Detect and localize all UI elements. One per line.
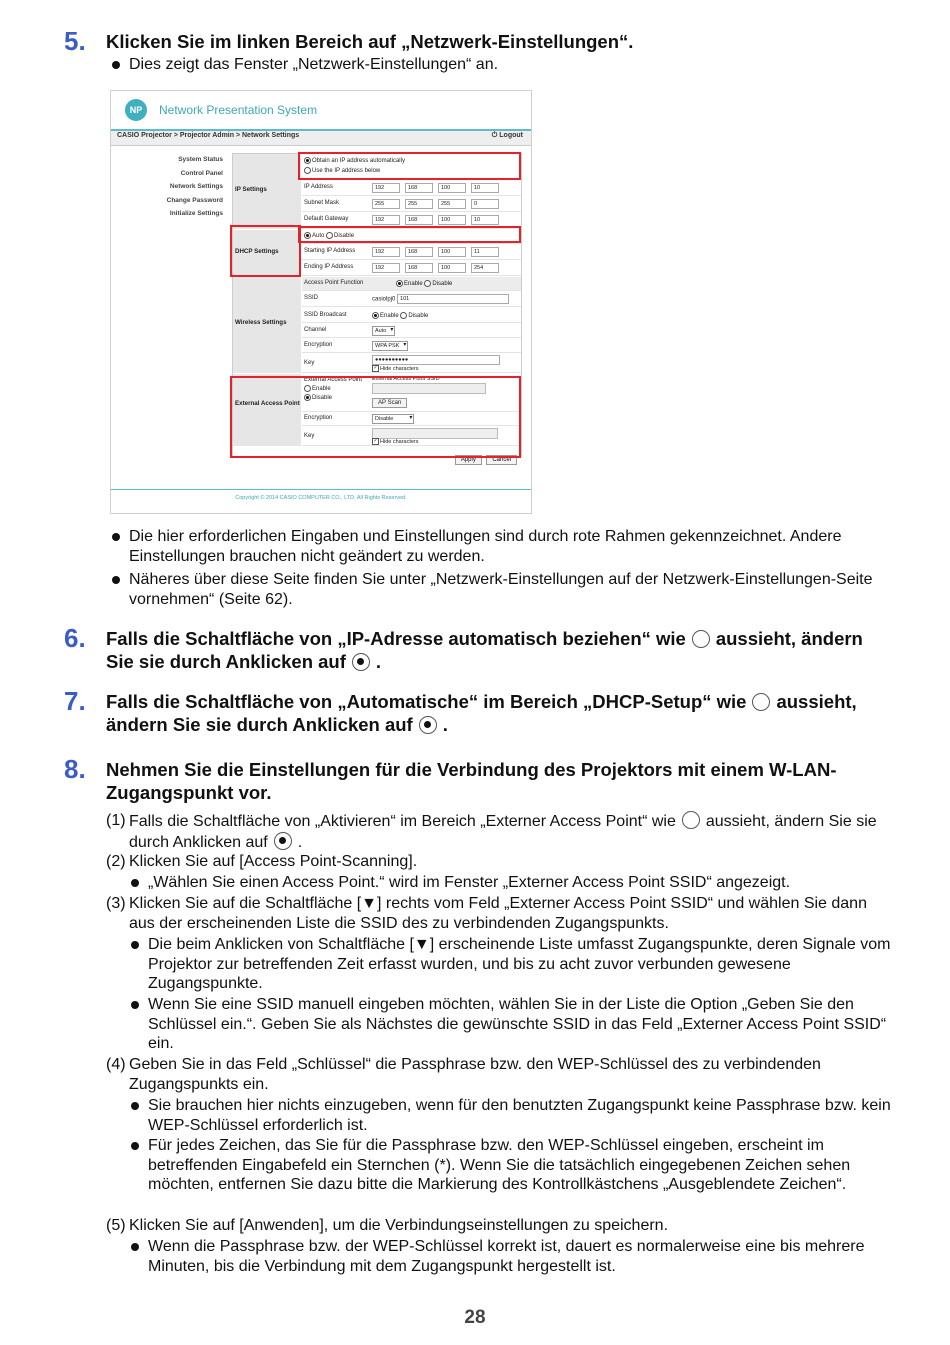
subnet-octet-2[interactable]: 255 [405,199,433,209]
ip-auto-radio[interactable]: Obtain an IP address automatically [304,157,405,164]
step-8 [64,754,894,804]
step-title: Klicken Sie im linken Bereich auf „Netzwerk-Einstellungen“. [106,31,634,52]
end-octet-1[interactable]: 192 [372,263,400,273]
breadcrumb-bar [111,131,531,146]
step-number: 6. [64,623,86,653]
channel-row: Channel Auto ▾ [302,323,521,338]
bullet-item: Näheres über diese Seite finden Sie unter „Netzwerk-Einstellungen auf der Netzwerk-Einstellungen-Seite vornehmen“ (Seite 62). [112,570,892,609]
bullet-item: Sie brauchen hier nichts einzugeben, wenn für den benutzten Zugangspunkt keine Passphrase bzw. kein WEP-Schlüssel erforderlich ist. [131,1096,891,1135]
check-icon: ✓ [373,365,378,371]
encryption-select[interactable]: WPA PSK ▾ [372,341,408,351]
ip-octet-4[interactable]: 10 [471,183,499,193]
key-row: Key ●●●●●●●●●● ✓ Hide characters [302,353,521,373]
bullet-icon [131,941,139,949]
broadcast-disable-radio[interactable]: Disable [400,313,428,319]
logout-link[interactable]: ⏻ Logout [491,132,523,139]
radio-icon [400,312,407,319]
bullet-icon [131,1001,139,1009]
ip-octet-1[interactable]: 192 [372,183,400,193]
ext-hide-characters-checkbox[interactable]: ✓ Hide characters [373,438,419,445]
step-title: Falls die Schaltfläche von „IP-Adresse automatisch beziehen“ wie aussieht, ändern Sie sie durch Anklicken auf . [106,628,863,672]
start-octet-2[interactable]: 168 [405,247,433,257]
ssid-input[interactable]: 101 [397,294,509,304]
highlight-dhcp-label [230,225,301,277]
bullet-icon [131,1243,139,1251]
settings-screenshot [110,90,532,514]
substep-4: (4) Geben Sie in das Feld „Schlüssel“ die Passphrase bzw. den WEP-Schlüssel des zu verbindenden Zugangspunkts ein. [106,1056,821,1093]
ext-ap-enable-radio[interactable]: Enable [304,385,331,392]
step-number: 7. [64,686,86,716]
bullet-item: Wenn Sie eine SSID manuell eingeben möchten, wählen Sie in der Liste die Option „Geben Sie den Schlüssel ein.“. Geben Sie als Nächstes die gewünschte SSID in das Feld „Externer Access Point SSID“ ein. [131,995,891,1054]
external-ap-row: External Access Point Enable Disable External Access Point SSID AP Scan [302,374,521,412]
start-octet-1[interactable]: 192 [372,247,400,257]
radio-unselected-icon [692,630,710,648]
apf-enable-radio[interactable]: Enable [396,281,423,287]
step-number: 5. [64,26,86,56]
bullet-icon [112,576,120,584]
step-title: Falls die Schaltfläche von „Automatische“ im Bereich „DHCP-Setup“ wie aussieht, ändern Sie sie durch Anklicken auf . [106,691,857,735]
bullet-item: Die beim Anklicken von Schaltfläche [▼] erscheinende Liste umfasst Zugangspunkte, deren Signale vom Projektor zur betreffenden Zeit erfasst wurden, und bis zu acht zuvor verbunden gewesene Zugangspunkte. [131,935,891,994]
dhcp-disable-radio[interactable]: Disable [326,233,354,239]
ext-ap-disable-radio[interactable]: Disable [304,394,332,401]
bullet-icon [131,879,139,887]
ip-octet-3[interactable]: 100 [438,183,466,193]
ext-encryption-row: Encryption Disable ▾ [302,412,521,426]
dhcp-auto-radio[interactable]: Auto [304,233,324,239]
sidebar-item-control-panel[interactable]: Control Panel [180,169,223,177]
sidebar-item-network-settings[interactable]: Network Settings [169,183,223,190]
radio-selected-icon [419,716,437,734]
step-number: 8. [64,754,86,784]
dhcp-settings-label: DHCP Settings [233,230,301,276]
bullet-icon [131,1102,139,1110]
dhcp-end-row: Ending IP Address 192 168 100 254 [302,260,521,276]
substep-5: (5) Klicken Sie auf [Anwenden], um die Verbindungseinstellungen zu speichern. [106,1217,669,1234]
gateway-octet-4[interactable]: 10 [471,215,499,225]
radio-unselected-icon [682,811,700,829]
key-input[interactable]: ●●●●●●●●●● [372,355,500,365]
hide-characters-checkbox[interactable]: ✓ Hide characters [373,365,419,372]
radio-selected-icon [372,312,379,319]
footer-divider [111,489,531,490]
subnet-row: Subnet Mask 255 255 255 0 [302,196,521,212]
radio-selected-icon [396,280,403,287]
ap-scan-button[interactable]: AP Scan [372,398,407,408]
substep-2: (2) Klicken Sie auf [Access Point-Scanning]. [106,853,418,870]
bullet-item: Wenn die Passphrase bzw. der WEP-Schlüssel korrekt ist, dauert es normalerweise eine bis mehrere Minuten, bis die Verbindung mit dem Zugangspunkt hergestellt ist. [131,1237,891,1276]
apf-disable-radio[interactable]: Disable [424,281,452,287]
start-octet-3[interactable]: 100 [438,247,466,257]
bullet-item: „Wählen Sie einen Access Point.“ wird im Fenster „Externer Access Point SSID“ angezeigt. [131,873,891,893]
bullet-item: Dies zeigt das Fenster „Netzwerk-Einstellungen“ an. [112,55,892,75]
sidebar-item-change-password[interactable]: Change Password [166,196,223,204]
bullet-icon [112,533,120,541]
subnet-octet-1[interactable]: 255 [372,199,400,209]
ip-manual-radio[interactable]: Use the IP address below [304,167,380,174]
radio-selected-icon [274,832,292,850]
step-title: Nehmen Sie die Einstellungen für die Verbindung des Projektors mit einem W-LAN-Zugangspunkt vor. [106,759,837,803]
gateway-row: Default Gateway 192 168 100 10 [302,212,521,229]
gateway-octet-1[interactable]: 192 [372,215,400,225]
sidebar [115,153,223,221]
gateway-octet-2[interactable]: 168 [405,215,433,225]
highlight-dhcp-mode [298,226,521,243]
app-header [111,91,531,131]
highlight-ip-mode [298,152,521,180]
substep-3: (3) Klicken Sie auf die Schaltfläche [▼] rechts vom Feld „Externer Access Point SSID“ und wählen Sie dann aus der erscheinenden Liste die SSID des zu verbindenden Zugangspunkts. [106,895,867,932]
power-icon: ⏻ [491,132,500,139]
app-title: Network Presentation System [159,103,318,117]
bullet-item: Für jedes Zeichen, das Sie für die Passphrase bzw. den WEP-Schlüssel eingeben, erscheint im betreffenden Eingabefeld ein Sternchen (*). Wenn Sie die tatsächlich eingegebenen Zeichen sehen möchten, entfernen Sie dazu bitte die Markierung des Kontrollkästchens „Ausgeblendete Zeichen“. [131,1136,891,1195]
step-6 [64,623,894,673]
copyright: Copyright © 2014 CASIO COMPUTER CO., LTD. All Rights Reserved. [235,495,407,501]
substep-1: (1) Falls die Schaltfläche von „Aktivieren“ im Bereich „Externer Access Point“ wie aussieht, ändern Sie sie durch Anklicken auf . [106,812,877,851]
ip-octet-2[interactable]: 168 [405,183,433,193]
subnet-octet-4[interactable]: 0 [471,199,499,209]
apply-button[interactable]: Apply [455,455,482,465]
external-ap-label: External Access Point [233,374,301,446]
subnet-octet-3[interactable]: 255 [438,199,466,209]
sidebar-item-system-status[interactable]: System Status [178,156,223,163]
ext-key-row: Key ✓ Hide characters [302,426,521,446]
start-octet-4[interactable]: 11 [471,247,499,257]
bullet-icon [131,1142,139,1150]
wireless-settings-label: Wireless Settings [233,277,301,373]
sidebar-item-initialize-settings[interactable]: Initialize Settings [169,210,223,217]
encryption-row: Encryption WPA PSK ▾ [302,338,521,353]
radio-icon [424,280,431,287]
end-octet-4[interactable]: 254 [471,263,499,273]
bullet-icon [112,61,120,69]
end-octet-3[interactable]: 100 [438,263,466,273]
cancel-button[interactable]: Cancel [486,455,517,465]
gateway-octet-3[interactable]: 100 [438,215,466,225]
broadcast-enable-radio[interactable]: Enable [372,313,399,319]
ssid-broadcast-row: SSID Broadcast Enable Disable [302,307,521,323]
highlight-external-ap [230,376,521,458]
apf-row: Access Point Function Enable Disable [302,277,521,291]
page-number: 28 [464,1307,486,1328]
dhcp-start-row: Starting IP Address 192 168 100 11 [302,244,521,260]
ip-address-row: IP Address 192 168 100 10 [302,180,521,196]
radio-selected-icon [352,653,370,671]
end-octet-2[interactable]: 168 [405,263,433,273]
bullet-item: Die hier erforderlichen Eingaben und Einstellungen sind durch rote Rahmen gekennzeichnet. Andere Einstellungen brauchen nicht geändert zu werden. [112,527,892,566]
step-5 [64,26,894,56]
radio-unselected-icon [752,693,770,711]
check-icon: ✓ [373,438,378,444]
breadcrumb: CASIO Projector > Projector Admin > Network Settings [117,132,300,139]
ext-encryption-select[interactable]: Disable ▾ [372,414,414,424]
channel-select[interactable]: Auto ▾ [372,326,395,336]
ssid-row: SSID casiolpj0 101 [302,291,521,307]
step-7 [64,686,894,736]
ip-settings-label: IP Settings [233,154,301,229]
app-logo-icon: NP [125,99,147,121]
